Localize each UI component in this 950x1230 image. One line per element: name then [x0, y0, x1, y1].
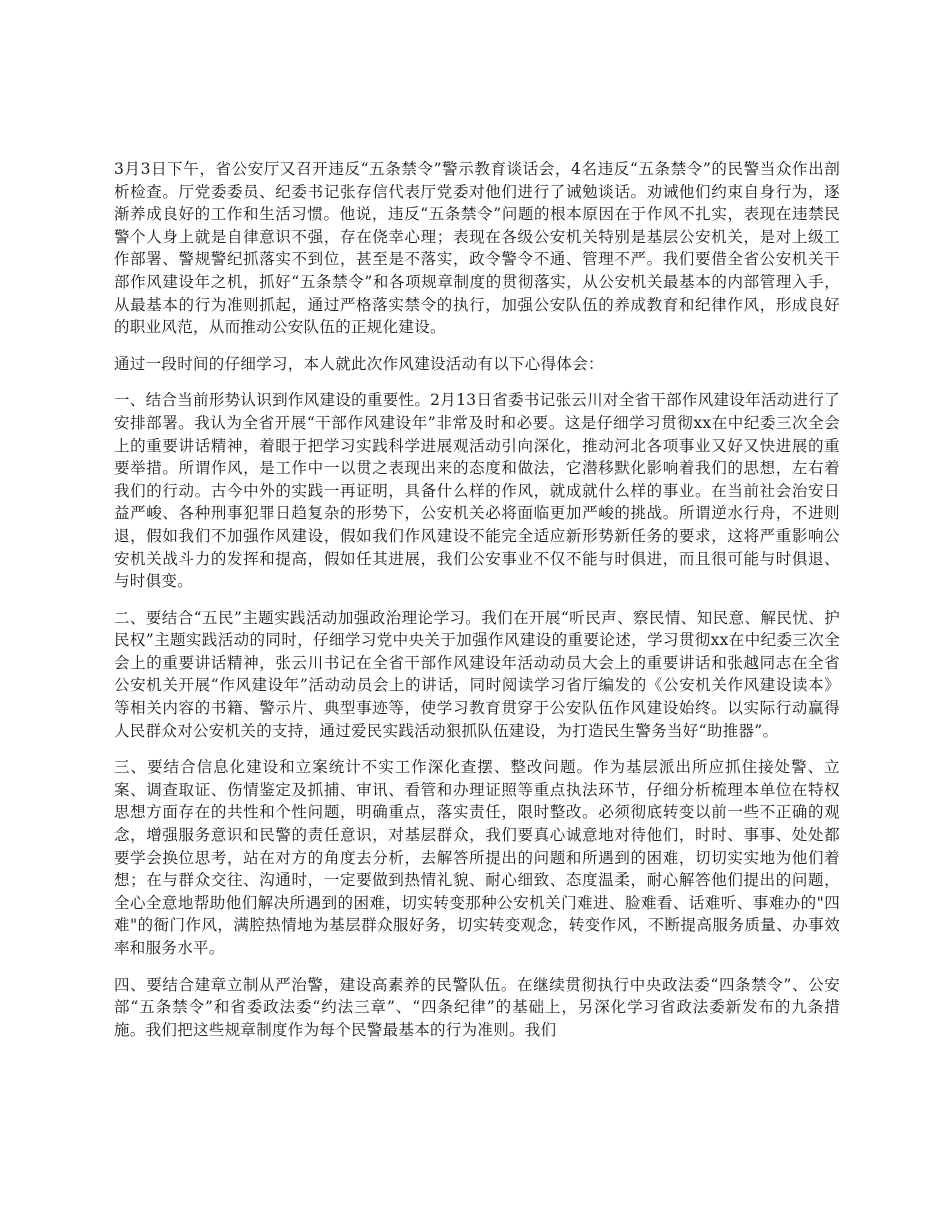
paragraph-intro: 3月3日下午，省公安厅又召开违反“五条禁令”警示教育谈话会，4名违反“五条禁令”的民警当众作出剖析检查。厅党委委员、纪委书记张存信代表厅党委对他们进行了诫勉谈话。劝诫他们约束自身行为，逐渐养成良好的工作和生活习惯。他说，违反“五条禁令”问题的根本原因在于作风不扎实，表现在违禁民警个人身上就是自律意识不强，存在侥幸心理；表现在各级公安机关特别是基层公安机关，是对上级工作部署、警规警纪抓落实不到位，甚至是不落实，政令警令不通、管理不严。我们要借全省公安机关干部作风建设年之机，抓好“五条禁令”和各项规章制度的贯彻落实，从公安机关最基本的内部管理入手，从最基本的行为准则抓起，通过严格落实禁令的执行，加强公安队伍的养成教育和纪律作风，形成良好的职业风范，从而推动公安队伍的正规化建设。 — [114, 160, 840, 337]
paragraph-point-1: 一、结合当前形势认识到作风建设的重要性。2月13日省委书记张云川对全省干部作风建设年活动进行了安排部署。我认为全省开展“干部作风建设年”非常及时和必要。这是仔细学习贯彻xx在中纪委三次全会上的重要讲话精神，着眼于把学习实践科学进展观活动引向深化，推动河北各项事业又好又快进展的重要举措。所谓作风，是工作中一以贯之表现出来的态度和做法，它潜移默化影响着我们的思想，左右着我们的行动。古今中外的实践一再证明，具备什么样的作风，就成就什么样的事业。在当前社会治安日益严峻、各种刑事犯罪日趋复杂的形势下，公安机关必将面临更加严峻的挑战。所谓逆水行舟，不进则退，假如我们不加强作风建设，假如我们作风建设不能完全适应新形势新任务的要求，这将严重影响公安机关战斗力的发挥和提高，假如任其进展，我们公安事业不仅不能与时俱进，而且很可能与时俱退、与时俱变。 — [114, 391, 840, 591]
paragraph-point-2: 二、要结合“五民”主题实践活动加强政治理论学习。我们在开展“听民声、察民情、知民意、解民忧、护民权”主题实践活动的同时，仔细学习党中央关于加强作风建设的重要论述，学习贯彻xx在中纪委三次全会上的重要讲话精神，张云川书记在全省干部作风建设年活动动员大会上的重要讲话和张越同志在全省公安机关开展“作风建设年”活动动员会上的讲话，同时阅读学习省厅编发的《公安机关作风建设读本》等相关内容的书籍、警示片、典型事迹等，使学习教育贯穿于公安队伍作风建设始终。以实际行动赢得人民群众对公安机关的支持，通过爱民实践活动狠抓队伍建设，为打造民生警务当好“助推器”。 — [114, 608, 840, 740]
paragraph-summary: 通过一段时间的仔细学习，本人就此次作风建设活动有以下心得体会： — [114, 354, 604, 373]
paragraph-point-3: 三、要结合信息化建设和立案统计不实工作深化查摆、整改问题。作为基层派出所应抓住接处警、立案、调查取证、伤情鉴定及抓捕、审讯、看管和办理证照等重点执法环节，仔细分析梳理本单位在特权思想方面存在的共性和个性问题，明确重点，落实责任，限时整改。必须彻底转变以前一些不正确的观念，增强服务意识和民警的责任意识，对基层群众，我们要真心诚意地对待他们，时时、事事、处处都要学会换位思考，站在对方的角度去分析，去解答所提出的问题和所遇到的困难，切切实实地为他们着想；在与群众交往、沟通时，一定要做到热情礼貌、耐心细致、态度温柔，耐心解答他们提出的问题，全心全意地帮助他们解决所遇到的困难，切实转变那种公安机关门难进、脸难看、话难听、事难办的"四难"的衙门作风，满腔热情地为基层群众服好务，切实转变观念，转变作风，不断提高服务质量、办事效率和服务水平。 — [114, 758, 840, 957]
paragraph-point-4: 四、要结合建章立制从严治警，建设高素养的民警队伍。在继续贯彻执行中央政法委“四条禁令”、公安部“五条禁令”和省委政法委“约法三章”、“四条纪律”的基础上，另深化学习省政法委新发布的九条措施。我们把这些规章制度作为每个民警最基本的行为准则。我们 — [114, 975, 840, 1039]
document-body — [114, 158, 840, 1055]
